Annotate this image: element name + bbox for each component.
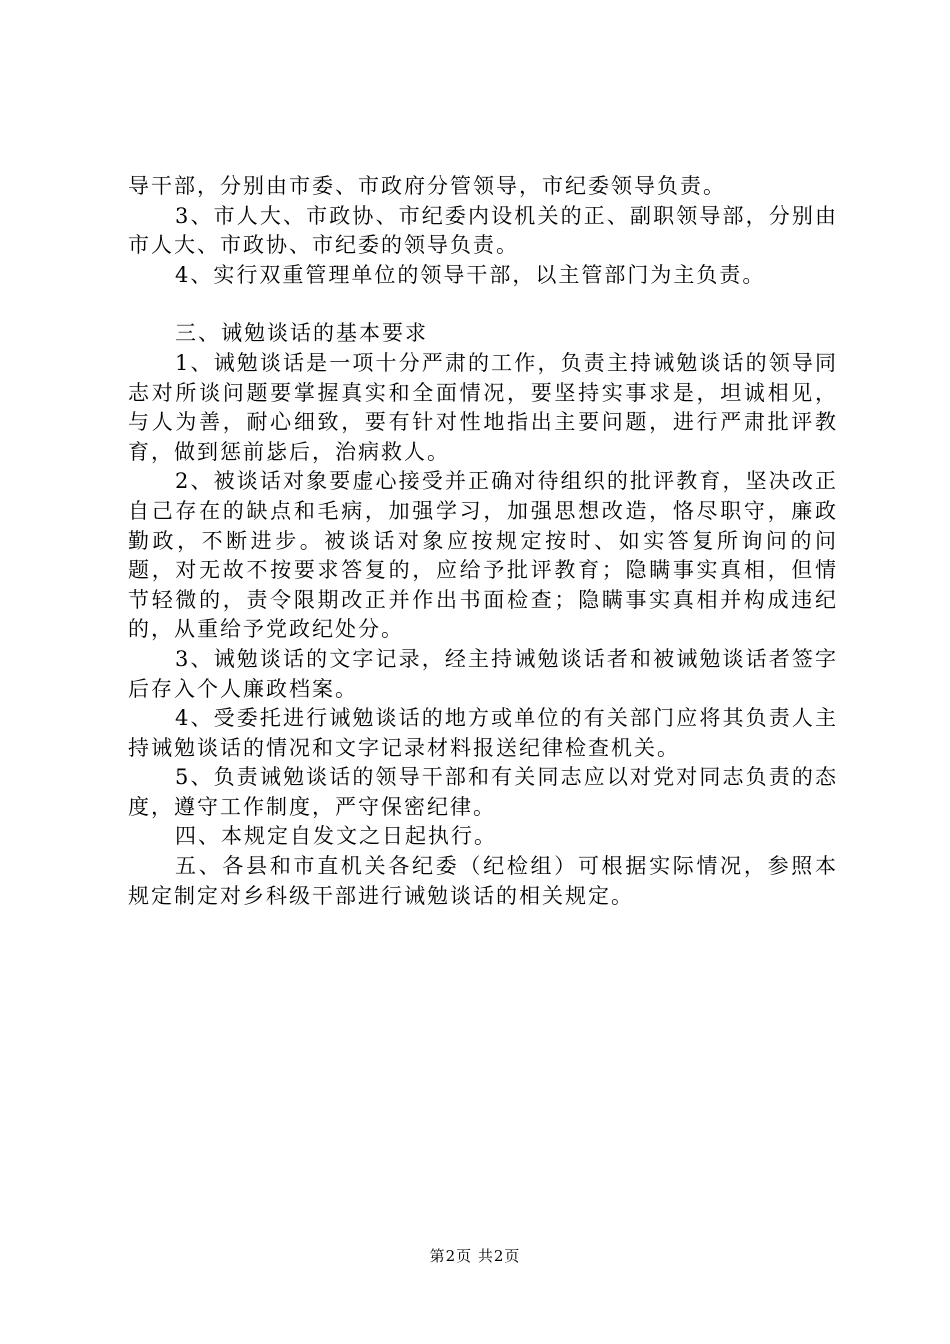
document-body bbox=[128, 172, 838, 911]
paragraph: 2、被谈话对象要虚心接受并正确对待组织的批评教育，坚决改正自己存在的缺点和毛病，加强学习，加强思想改造，恪尽职守，廉政勤政，不断进步。被谈话对象应按规定按时、如实答复所询问的问题，对无故不按要求答复的，应给予批评教育；隐瞒事实真相，但情节轻微的，责令限期改正并作出书面检查；隐瞒事实真相并构成违纪的，从重给予党政纪处分。 bbox=[128, 469, 838, 642]
paragraph: 4、实行双重管理单位的领导干部，以主管部门为主负责。 bbox=[175, 262, 766, 287]
section-heading: 三、诫勉谈话的基本要求 bbox=[175, 321, 428, 346]
paragraph: 导干部，分别由市委、市政府分管领导，市纪委领导负责。 bbox=[128, 174, 726, 198]
page-number-footer: 第2页 共2页 bbox=[429, 1247, 521, 1265]
paragraph: 4、受委托进行诫勉谈话的地方或单位的有关部门应将其负责人主持诫勉谈话的情况和文字记录材料报送纪律检查机关。 bbox=[128, 706, 838, 760]
paragraph: 五、各县和市直机关各纪委（纪检组）可根据实际情况，参照本规定制定对乡科级干部进行诫勉谈话的相关规定。 bbox=[128, 854, 838, 908]
paragraph: 1、诫勉谈话是一项十分严肃的工作，负责主持诫勉谈话的领导同志对所谈问题要掌握真实和全面情况，要坚持实事求是，坦诚相见，与人为善，耐心细致，要有针对性地指出主要问题，进行严肃批评教育，做到惩前毖后，治病救人。 bbox=[128, 350, 838, 464]
paragraph-gap bbox=[128, 290, 838, 319]
paragraph: 5、负责诫勉谈话的领导干部和有关同志应以对党对同志负责的态度，遵守工作制度，严守保密纪律。 bbox=[128, 765, 838, 819]
paragraph: 3、市人大、市政协、市纪委内设机关的正、副职领导部，分别由市人大、市政协、市纪委的领导负责。 bbox=[128, 203, 838, 258]
section-heading: 四、本规定自发文之日起执行。 bbox=[175, 824, 497, 849]
paragraph: 3、诫勉谈话的文字记录，经主持诫勉谈话者和被诫勉谈话者签字后存入个人廉政档案。 bbox=[128, 646, 838, 701]
